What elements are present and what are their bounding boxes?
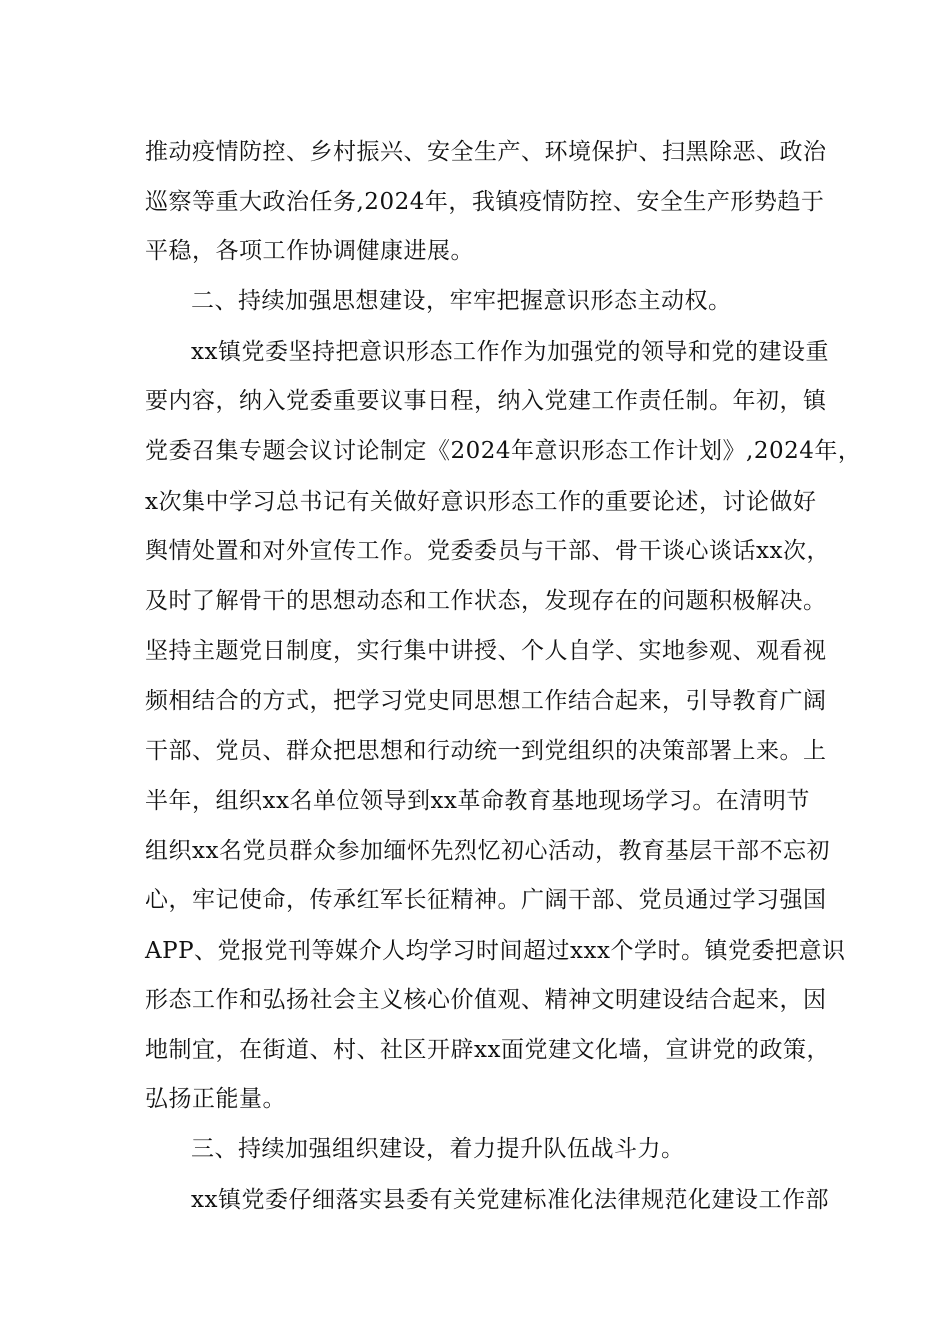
text-line: 干部、党员、群众把思想和行动统一到党组织的决策部署上来。上 — [145, 738, 827, 764]
section-heading: 二、持续加强思想建设，牢牢把握意识形态主动权。 — [191, 288, 732, 314]
text-line: 党委召集专题会议讨论制定《2024年意识形态工作计划》,2024年， — [145, 438, 862, 464]
text-line: 形态工作和弘扬社会主义核心价值观、精神文明建设结合起来，因 — [145, 987, 827, 1013]
text-line: 舆情处置和对外宣传工作。党委委员与干部、骨干谈心谈话xx次， — [145, 538, 830, 564]
section-heading: 三、持续加强组织建设，着力提升队伍战斗力。 — [191, 1136, 685, 1162]
text-line: x次集中学习总书记有关做好意识形态工作的重要论述，讨论做好 — [145, 489, 817, 515]
text-line: APP、党报党刊等媒介人均学习时间超过xxx个学时。镇党委把意识 — [145, 938, 846, 964]
text-line: 频相结合的方式，把学习党史同思想工作结合起来，引导教育广阔 — [145, 688, 827, 714]
text-line: 地制宜，在街道、村、社区开辟xx面党建文化墙，宣讲党的政策， — [145, 1037, 830, 1063]
text-line: 半年，组织xx名单位领导到xx革命教育基地现场学习。在清明节 — [145, 788, 810, 814]
text-line: xx镇党委坚持把意识形态工作作为加强党的领导和党的建设重 — [191, 339, 829, 365]
text-line: 巡察等重大政治任务,2024年，我镇疫情防控、安全生产形势趋于 — [145, 189, 825, 215]
text-line: 组织xx名党员群众参加缅怀先烈忆初心活动，教育基层干部不忘初 — [145, 838, 830, 864]
text-line: 要内容，纳入党委重要议事日程，纳入党建工作责任制。年初，镇 — [145, 388, 827, 414]
text-line: 及时了解骨干的思想动态和工作状态，发现存在的问题积极解决。 — [145, 588, 827, 614]
text-line: 弘扬正能量。 — [145, 1086, 286, 1112]
text-line: 坚持主题党日制度，实行集中讲授、个人自学、实地参观、观看视 — [145, 638, 827, 664]
text-line: 心，牢记使命，传承红军长征精神。广阔干部、党员通过学习强国 — [145, 887, 827, 913]
text-line: xx镇党委仔细落实县委有关党建标准化法律规范化建设工作部 — [191, 1187, 829, 1213]
text-line: 推动疫情防控、乡村振兴、安全生产、环境保护、扫黑除恶、政治 — [145, 139, 827, 165]
text-line: 平稳，各项工作协调健康进展。 — [145, 238, 474, 264]
